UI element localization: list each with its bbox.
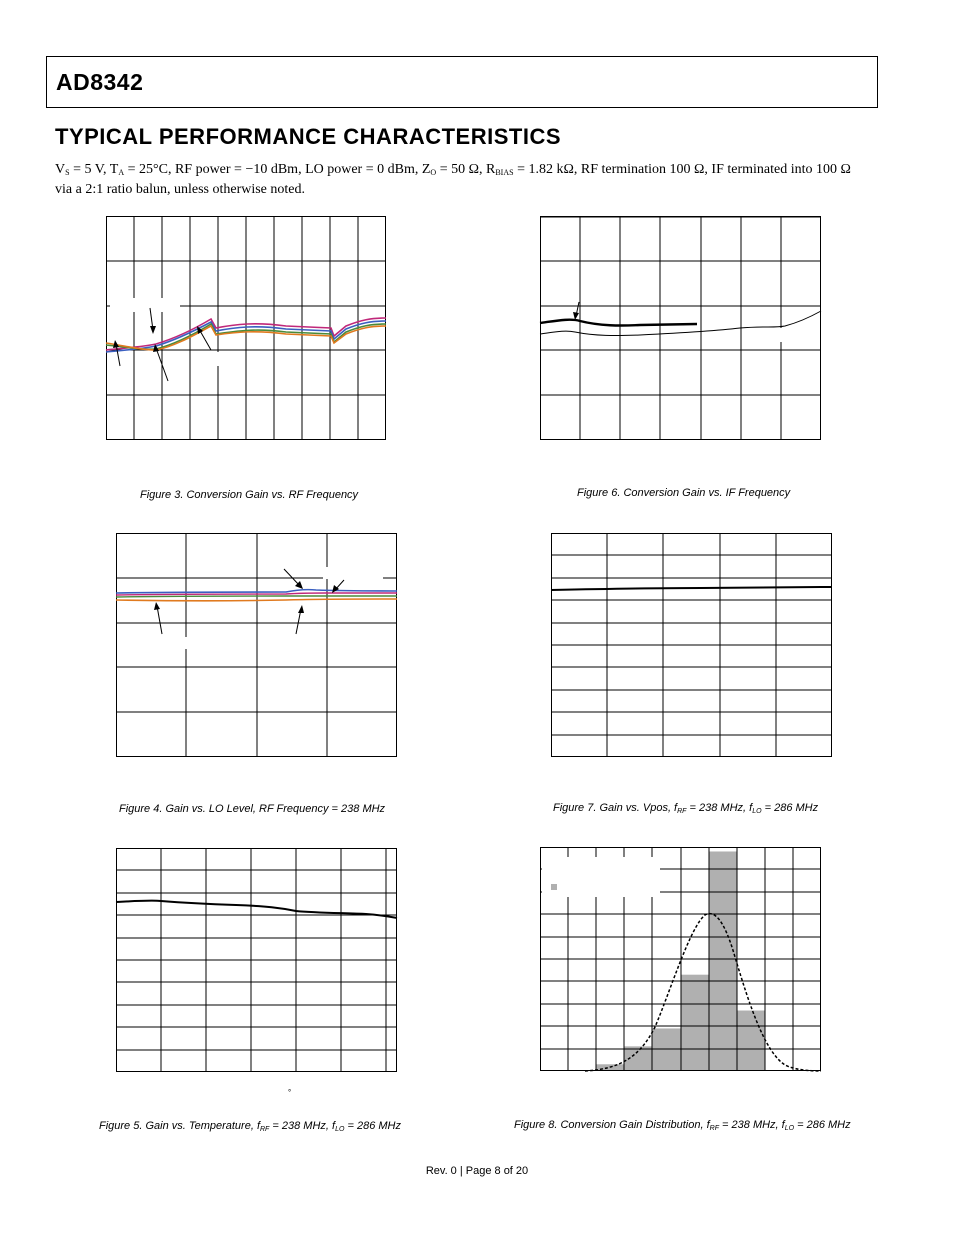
cond-text: = 25°C, RF power = −10 dBm, LO power = 0 dBm, Z (124, 162, 431, 177)
figure-8-caption (514, 1119, 851, 1131)
fig4-label-mask (182, 637, 198, 649)
histogram-bar (681, 975, 709, 1071)
figure-4-caption: Figure 4. Gain vs. LO Level, RF Frequency = 238 MHz (119, 803, 386, 815)
caption-sub: RF (677, 808, 687, 815)
figure-3-plot (106, 216, 386, 440)
caption-text: = 238 MHz, f (719, 1119, 785, 1131)
fig8-legend-box (542, 857, 660, 897)
caption-text: Figure 5. Gain vs. Temperature, f (99, 1120, 260, 1132)
caption-sub: RF (709, 1125, 719, 1132)
figure-7-plot (551, 533, 832, 757)
fig7-trace (551, 587, 832, 590)
fig4-arrowhead (154, 602, 160, 610)
histogram-bar (709, 851, 737, 1071)
figure-6-plot (540, 216, 821, 440)
figure-4-grid (116, 533, 397, 757)
figure-4-plot (116, 533, 397, 757)
cond-text: = 5 V, T (69, 162, 119, 177)
fig4-arrow (157, 606, 162, 634)
histogram-bar (652, 1028, 680, 1071)
caption-sub: LO (784, 1125, 795, 1132)
test-conditions (55, 160, 855, 199)
figure-7-grid (551, 533, 832, 757)
caption-sub: LO (335, 1126, 345, 1133)
figure-5-grid (116, 848, 397, 1072)
caption-text: = 286 MHz (794, 1119, 851, 1131)
histogram-bar (737, 1011, 765, 1071)
caption-sub: LO (752, 808, 762, 815)
cond-text: V (55, 162, 66, 177)
cond-text: = 1.82 kΩ, RF termination 100 Ω, IF terminated into 100 Ω via a 2:1 ratio balun, unless otherwise noted. (55, 162, 851, 197)
figure-6-caption: Figure 6. Conversion Gain vs. IF Frequency (577, 487, 791, 499)
caption-text: = 286 MHz (761, 802, 819, 814)
header-box (46, 56, 878, 108)
section-title: TYPICAL PERFORMANCE CHARACTERISTICS (55, 124, 562, 149)
fig4-label-mask (323, 567, 383, 579)
figure-5-plot (116, 848, 397, 1072)
fig5-stray-mark: ° (288, 1088, 292, 1097)
cond-text: = 50 Ω, R (436, 162, 496, 177)
cond-sub: S (65, 168, 70, 177)
cond-sub: O (430, 168, 437, 177)
part-number: AD8342 (56, 69, 144, 95)
cond-sub: A (118, 168, 125, 177)
figure-5-caption (99, 1120, 401, 1132)
fig3-label-mask (206, 352, 220, 366)
figure-7-caption (553, 802, 818, 814)
caption-text: Figure 8. Conversion Gain Distribution, f (514, 1119, 710, 1131)
caption-text: = 238 MHz, f (686, 802, 753, 814)
figure-3-caption: Figure 3. Conversion Gain vs. RF Frequency (140, 489, 359, 501)
caption-text: Figure 7. Gain vs. Vpos, f (553, 802, 678, 814)
fig6-top-rule (540, 216, 821, 218)
cond-sub: BIAS (495, 168, 514, 177)
fig4-arrowhead (298, 605, 304, 613)
caption-sub: RF (260, 1126, 270, 1133)
fig3-label-mask (110, 298, 180, 312)
caption-text: = 286 MHz (344, 1120, 401, 1132)
fig8-legend-swatch (551, 884, 557, 890)
page-footer: Rev. 0 | Page 8 of 20 (425, 1165, 529, 1177)
caption-text: = 238 MHz, f (269, 1120, 336, 1132)
fig3-arrowhead (150, 326, 156, 334)
fig6-trace-thick (540, 320, 697, 326)
fig6-label-mask (776, 328, 786, 342)
figure-8-plot (540, 847, 821, 1071)
